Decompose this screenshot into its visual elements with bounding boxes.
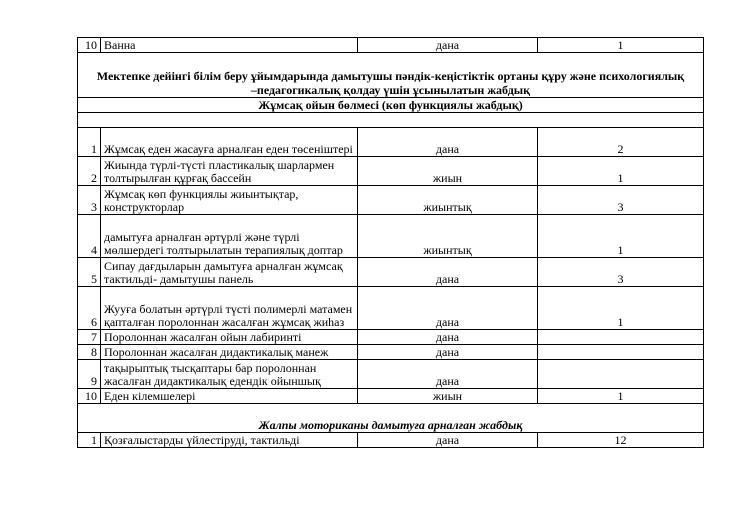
row-number: 6 [78, 287, 101, 330]
row-number: 9 [78, 360, 101, 389]
item-name: Жұмсақ көп функциялы жиынтықтар, конструкторлар [101, 186, 358, 215]
equipment-table [77, 37, 704, 448]
item-name: Поролоннан жасалған дидактикалық манеж [101, 345, 358, 360]
quantity-cell [538, 345, 704, 360]
table-row [78, 215, 704, 258]
table-row [78, 157, 704, 186]
unit-cell: дана [358, 128, 538, 157]
subsection-heading-row [78, 98, 704, 113]
unit-cell: дана [358, 345, 538, 360]
spacer-row [78, 113, 704, 128]
section-title-line-2: –педагогикалық қолдау үшін ұсынылатын жабдық [250, 83, 531, 97]
table-row [78, 258, 704, 287]
unit-cell: жиынтық [358, 215, 538, 258]
quantity-cell: 3 [538, 186, 704, 215]
row-number: 2 [78, 157, 101, 186]
unit-cell: дана [358, 330, 538, 345]
unit-cell: дана [358, 360, 538, 389]
quantity-cell: 1 [538, 157, 704, 186]
table-row [78, 128, 704, 157]
section-title: Жалпы моториканы дамытуға арналған жабдық [78, 404, 704, 433]
quantity-cell: 3 [538, 258, 704, 287]
row-number: 1 [78, 433, 101, 448]
row-number: 4 [78, 215, 101, 258]
table-row [78, 433, 704, 448]
spacer-cell [78, 113, 704, 128]
table-row [78, 389, 704, 404]
row-number: 7 [78, 330, 101, 345]
item-name: Жууға болатын әртүрлі түсті полимерлі матамен қапталған поролоннан жасалған жұмсақ жиһаз [101, 287, 358, 330]
unit-cell: дана [358, 433, 538, 448]
unit-cell: жиын [358, 389, 538, 404]
section-heading-row [78, 404, 704, 433]
row-number: 1 [78, 128, 101, 157]
quantity-cell: 2 [538, 128, 704, 157]
table-row [78, 287, 704, 330]
unit-cell: жиынтық [358, 186, 538, 215]
quantity-cell: 12 [538, 433, 704, 448]
quantity-cell [538, 330, 704, 345]
item-name: Ванна [101, 38, 358, 53]
subsection-title: Жұмсақ ойын бөлмесі (көп функциялы жабдық) [78, 98, 704, 113]
table-row [78, 38, 704, 53]
item-name: Қозғалыстарды үйлестіруді, тактильді [101, 433, 358, 448]
unit-cell: жиын [358, 157, 538, 186]
item-name: тақырыптық тысқаптары бар поролоннан жасалған дидактикалық едендік ойыншық [101, 360, 358, 389]
item-name: Жиында түрлі-түсті пластикалық шарлармен толтырылған құрғақ бассейн [101, 157, 358, 186]
unit-cell: дана [358, 258, 538, 287]
quantity-cell: 1 [538, 38, 704, 53]
table-row [78, 360, 704, 389]
item-name: Сипау дағдыларын дамытуға арналған жұмсақ тактильді- дамытушы панель [101, 258, 358, 287]
section-heading-row [78, 53, 704, 98]
section-title-line-1: Мектепке дейінгі білім беру ұйымдарында дамытушы пәндік-кеңістіктік ортаны құру және психологиялық [96, 69, 685, 83]
quantity-cell: 1 [538, 215, 704, 258]
item-name: Жұмсақ еден жасауға арналған еден төсеніштері [101, 128, 358, 157]
unit-cell: дана [358, 287, 538, 330]
item-name: Еден кілемшелері [101, 389, 358, 404]
quantity-cell: 1 [538, 389, 704, 404]
unit-cell: дана [358, 38, 538, 53]
row-number: 8 [78, 345, 101, 360]
quantity-cell: 1 [538, 287, 704, 330]
table-row [78, 345, 704, 360]
row-number: 5 [78, 258, 101, 287]
section-title [78, 53, 704, 98]
quantity-cell [538, 360, 704, 389]
item-name: дамытуға арналған әртүрлі және түрлі мөлшердегі толтырылатын терапиялық доптар [101, 215, 358, 258]
row-number: 3 [78, 186, 101, 215]
item-name: Поролоннан жасалған ойын лабиринті [101, 330, 358, 345]
table-row [78, 186, 704, 215]
row-number: 10 [78, 38, 101, 53]
row-number: 10 [78, 389, 101, 404]
table-row [78, 330, 704, 345]
